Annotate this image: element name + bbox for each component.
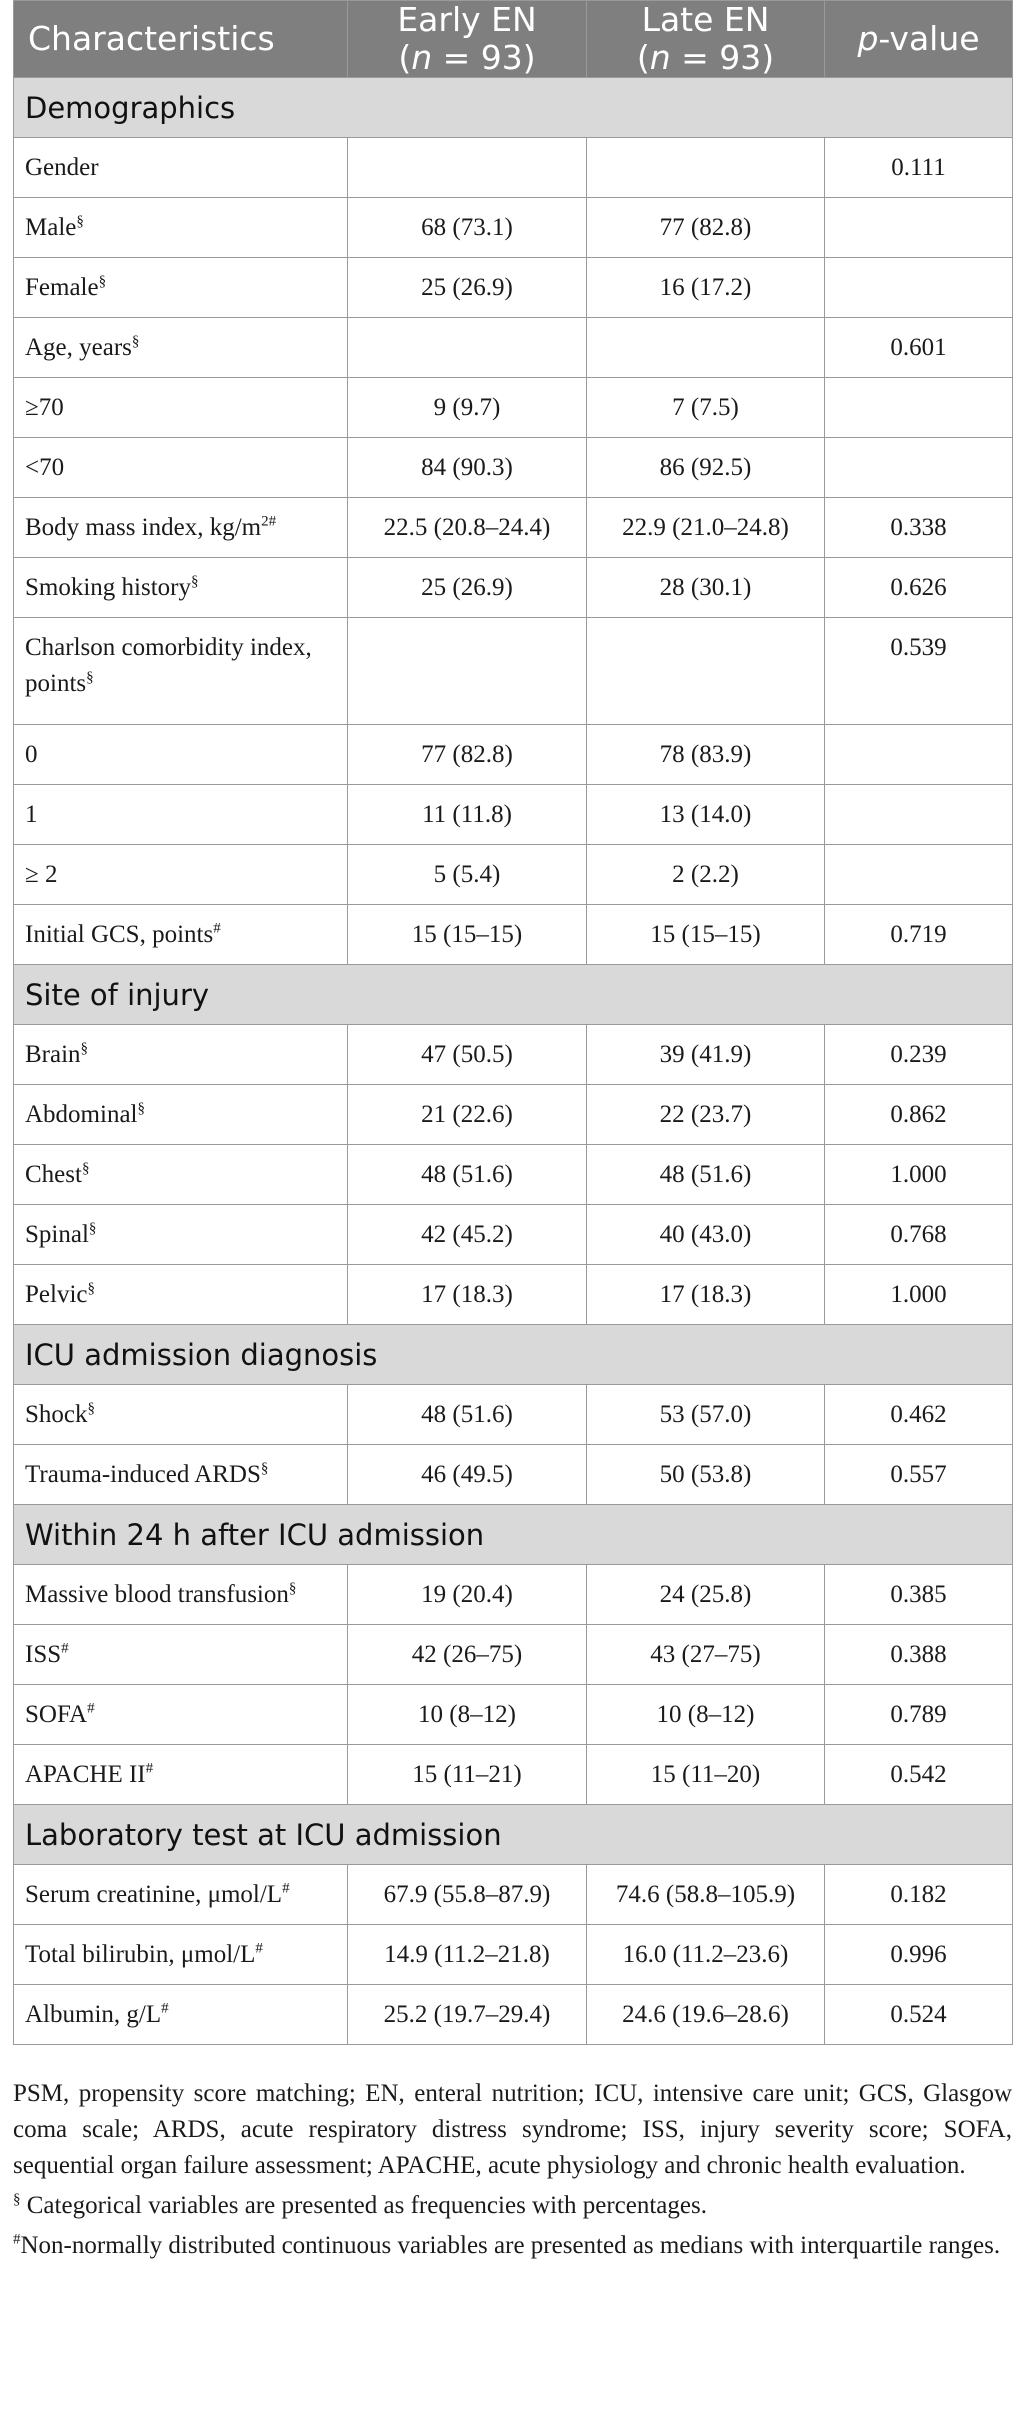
table-row [14,1445,1013,1505]
row-label-footnote-mark: # [282,1880,290,1897]
early-en-value: 48 (51.6) [348,1385,587,1445]
row-label-footnote-mark: § [137,1100,145,1117]
table-row [14,1685,1013,1745]
late-en-value: 10 (8–12) [587,1685,825,1745]
table-row [14,1385,1013,1445]
categorical-note-text: Categorical variables are presented as frequencies with percentages. [20,2192,707,2219]
row-label: SOFA [25,1700,88,1728]
p-value: 0.996 [825,1925,1013,1985]
row-label-footnote-mark: § [80,1040,89,1057]
row-label: Charlson comorbidity index, points [25,634,312,697]
row-label: APACHE II [25,1760,146,1788]
row-label-footnote-mark: 2# [261,513,277,530]
section-title: Within 24 h after ICU admission [14,1505,1013,1565]
row-label-cell [14,1025,348,1085]
early-en-value: 14.9 (11.2–21.8) [348,1925,587,1985]
late-en-value: 39 (41.9) [587,1025,825,1085]
p-value: 0.111 [825,138,1013,198]
early-en-value: 42 (45.2) [348,1205,587,1265]
p-value: 1.000 [825,1145,1013,1205]
early-en-value: 15 (15–15) [348,905,587,965]
row-label-cell [14,905,348,965]
late-en-value: 15 (11–20) [587,1745,825,1805]
late-en-value: 22 (23.7) [587,1085,825,1145]
header-early-en-label: Early EN [397,0,537,39]
row-label-cell [14,1205,348,1265]
p-value [825,785,1013,845]
late-en-value: 16.0 (11.2–23.6) [587,1925,825,1985]
row-label: Albumin, g/L [25,2000,162,2028]
late-en-value: 7 (7.5) [587,378,825,438]
row-label-footnote-mark: § [81,1160,90,1177]
row-label-cell [14,558,348,618]
early-en-value: 21 (22.6) [348,1085,587,1145]
late-en-value [587,138,825,198]
early-en-value [348,318,587,378]
p-value: 0.557 [825,1445,1013,1505]
table-row [14,1025,1013,1085]
table-row [14,318,1013,378]
late-en-value: 16 (17.2) [587,258,825,318]
row-label-footnote-mark: § [87,1280,95,1297]
early-en-value: 42 (26–75) [348,1625,587,1685]
p-value: 0.601 [825,318,1013,378]
characteristics-table-container [13,0,1012,2045]
p-value: 0.539 [825,618,1013,725]
late-en-value [587,318,825,378]
section-header-row [14,1325,1013,1385]
p-value: 0.626 [825,558,1013,618]
early-en-value: 84 (90.3) [348,438,587,498]
p-value: 0.239 [825,1025,1013,1085]
table-row [14,1745,1013,1805]
continuous-note-text: Non-normally distributed continuous variables are presented as medians with interquartile ranges. [20,2232,1001,2259]
row-label: Spinal [25,1220,89,1248]
row-label-cell [14,1685,348,1745]
p-value: 0.768 [825,1205,1013,1265]
row-label: Serum creatinine, μmol/L [25,1880,283,1908]
section-title: Demographics [14,78,1013,138]
late-en-value: 86 (92.5) [587,438,825,498]
row-label-cell [14,1625,348,1685]
row-label-footnote-mark: § [87,1400,95,1417]
continuous-note-symbol: # [13,2231,21,2248]
section-header-row [14,1805,1013,1865]
row-label: Smoking history [25,573,191,601]
row-label: Age, years [25,333,132,361]
table-row [14,1985,1013,2045]
header-late-en-count: = 93) [670,38,775,77]
table-row [14,198,1013,258]
early-en-value: 67.9 (55.8–87.9) [348,1865,587,1925]
table-header [14,1,1013,78]
late-en-value: 77 (82.8) [587,198,825,258]
p-value: 1.000 [825,1265,1013,1325]
late-en-value: 15 (15–15) [587,905,825,965]
late-en-value: 17 (18.3) [587,1265,825,1325]
row-label-footnote-mark: § [288,1580,297,1597]
early-en-value [348,618,587,725]
row-label-footnote-mark: # [87,1700,95,1717]
table-row [14,378,1013,438]
row-label-footnote-mark: § [76,213,84,230]
table-row [14,258,1013,318]
row-label: Chest [25,1160,82,1188]
row-label-cell [14,1745,348,1805]
section-header-row [14,1505,1013,1565]
late-en-value: 2 (2.2) [587,845,825,905]
early-en-value: 22.5 (20.8–24.4) [348,498,587,558]
early-en-value: 19 (20.4) [348,1565,587,1625]
header-characteristics-label: Characteristics [28,19,275,58]
early-en-value: 17 (18.3) [348,1265,587,1325]
early-en-value: 25.2 (19.7–29.4) [348,1985,587,2045]
row-label: Brain [25,1040,81,1068]
table-row [14,725,1013,785]
late-en-value: 13 (14.0) [587,785,825,845]
row-label: Initial GCS, points [25,920,214,948]
early-en-value: 25 (26.9) [348,558,587,618]
header-p-value-label: -value [878,19,980,58]
row-label-cell [14,845,348,905]
early-en-value [348,138,587,198]
late-en-value [587,618,825,725]
row-label: ≥70 [25,393,64,421]
table-row [14,1265,1013,1325]
p-value [825,845,1013,905]
row-label-cell [14,1925,348,1985]
categorical-note [13,2188,1012,2224]
row-label-cell [14,1145,348,1205]
late-en-value: 22.9 (21.0–24.8) [587,498,825,558]
row-label-cell [14,138,348,198]
table-body [14,78,1013,2045]
row-label: ≥ 2 [25,860,58,888]
row-label-cell [14,1985,348,2045]
early-en-value: 77 (82.8) [348,725,587,785]
p-value: 0.462 [825,1385,1013,1445]
early-en-value: 48 (51.6) [348,1145,587,1205]
early-en-value: 68 (73.1) [348,198,587,258]
row-label-cell [14,618,348,725]
row-label-footnote-mark: § [88,1220,97,1237]
p-value: 0.338 [825,498,1013,558]
header-p-value [825,1,1013,78]
table-row [14,138,1013,198]
categorical-note-symbol: § [13,2191,21,2208]
table-row [14,1145,1013,1205]
row-label-cell [14,198,348,258]
early-en-value: 46 (49.5) [348,1445,587,1505]
table-row [14,1565,1013,1625]
row-label: Female [25,273,99,301]
p-value [825,378,1013,438]
table-row [14,785,1013,845]
p-value: 0.542 [825,1745,1013,1805]
header-late-en: Late EN (n = 93) [587,1,825,78]
table-row [14,618,1013,725]
header-late-en-label: Late EN [641,0,770,39]
p-value [825,438,1013,498]
p-value [825,198,1013,258]
row-label-footnote-mark: § [98,273,107,290]
table-row [14,498,1013,558]
early-en-value: 47 (50.5) [348,1025,587,1085]
row-label-footnote-mark: § [191,573,199,590]
row-label: Abdominal [25,1100,138,1128]
characteristics-table [13,0,1013,2045]
late-en-value: 50 (53.8) [587,1445,825,1505]
late-en-value: 78 (83.9) [587,725,825,785]
table-row [14,845,1013,905]
p-value: 0.789 [825,1685,1013,1745]
p-value: 0.388 [825,1625,1013,1685]
early-en-value: 11 (11.8) [348,785,587,845]
row-label-cell [14,1085,348,1145]
header-early-en-count: = 93) [432,38,536,77]
early-en-value: 9 (9.7) [348,378,587,438]
row-label-cell [14,318,348,378]
row-label: Shock [25,1400,88,1428]
late-en-value: 53 (57.0) [587,1385,825,1445]
section-title: Site of injury [14,965,1013,1025]
table-row [14,1205,1013,1265]
row-label-cell [14,1445,348,1505]
late-en-value: 28 (30.1) [587,558,825,618]
header-characteristics [14,1,348,78]
row-label: Gender [25,153,99,181]
row-label: Trauma-induced ARDS [25,1460,261,1488]
row-label-cell [14,785,348,845]
section-header-row [14,965,1013,1025]
p-value [825,725,1013,785]
row-label-footnote-mark: # [61,1640,69,1657]
section-title: ICU admission diagnosis [14,1325,1013,1385]
p-value: 0.385 [825,1565,1013,1625]
row-label-cell [14,1265,348,1325]
row-label: 1 [25,800,38,828]
row-label: ISS [25,1640,62,1668]
late-en-value: 43 (27–75) [587,1625,825,1685]
row-label: Pelvic [25,1280,88,1308]
table-row [14,558,1013,618]
row-label-cell [14,1385,348,1445]
row-label: Male [25,213,77,241]
abbreviations-note: PSM, propensity score matching; EN, enteral nutrition; ICU, intensive care unit; GCS, Glasgow coma scale; ARDS, acute respiratory distress syndrome; ISS, injury severity score; SOFA, sequential organ failure assessment; APACHE, acute physiology and chronic health evaluation. [13,2080,1012,2179]
row-label-cell [14,258,348,318]
table-row [14,438,1013,498]
p-value [825,258,1013,318]
row-label-footnote-mark: # [161,2000,169,2017]
row-label-footnote-mark: § [260,1460,269,1477]
table-row [14,1865,1013,1925]
row-label-cell [14,498,348,558]
row-label-footnote-mark: # [255,1940,263,1957]
late-en-value: 24 (25.8) [587,1565,825,1625]
table-row [14,1925,1013,1985]
header-early-en-n: n [411,38,433,77]
header-early-en: Early EN (n = 93) [348,1,587,78]
header-late-en-n: n [649,38,671,77]
table-row [14,1625,1013,1685]
row-label-cell [14,378,348,438]
section-title: Laboratory test at ICU admission [14,1805,1013,1865]
row-label-cell [14,725,348,785]
p-value: 0.862 [825,1085,1013,1145]
row-label-cell [14,1565,348,1625]
row-label: 0 [25,740,38,768]
row-label: <70 [25,453,65,481]
table-row [14,1085,1013,1145]
row-label-cell [14,438,348,498]
early-en-value: 25 (26.9) [348,258,587,318]
p-value: 0.182 [825,1865,1013,1925]
row-label: Body mass index, kg/m [25,513,262,541]
p-value: 0.719 [825,905,1013,965]
row-label: Massive blood transfusion [25,1580,289,1608]
early-en-value: 10 (8–12) [348,1685,587,1745]
table-row [14,905,1013,965]
section-header-row [14,78,1013,138]
late-en-value: 40 (43.0) [587,1205,825,1265]
header-p-italic: p [857,19,879,58]
late-en-value: 24.6 (19.6–28.6) [587,1985,825,2045]
early-en-value: 5 (5.4) [348,845,587,905]
row-label-cell [14,1865,348,1925]
table-footnotes [13,2076,1012,2268]
late-en-value: 74.6 (58.8–105.9) [587,1865,825,1925]
late-en-value: 48 (51.6) [587,1145,825,1205]
early-en-value: 15 (11–21) [348,1745,587,1805]
row-label-footnote-mark: # [213,920,221,937]
row-label-footnote-mark: § [131,333,140,350]
row-label: Total bilirubin, μmol/L [25,1940,256,1968]
row-label-footnote-mark: # [145,1760,154,1777]
p-value: 0.524 [825,1985,1013,2045]
row-label-footnote-mark: § [86,669,94,686]
continuous-note [13,2228,1012,2264]
